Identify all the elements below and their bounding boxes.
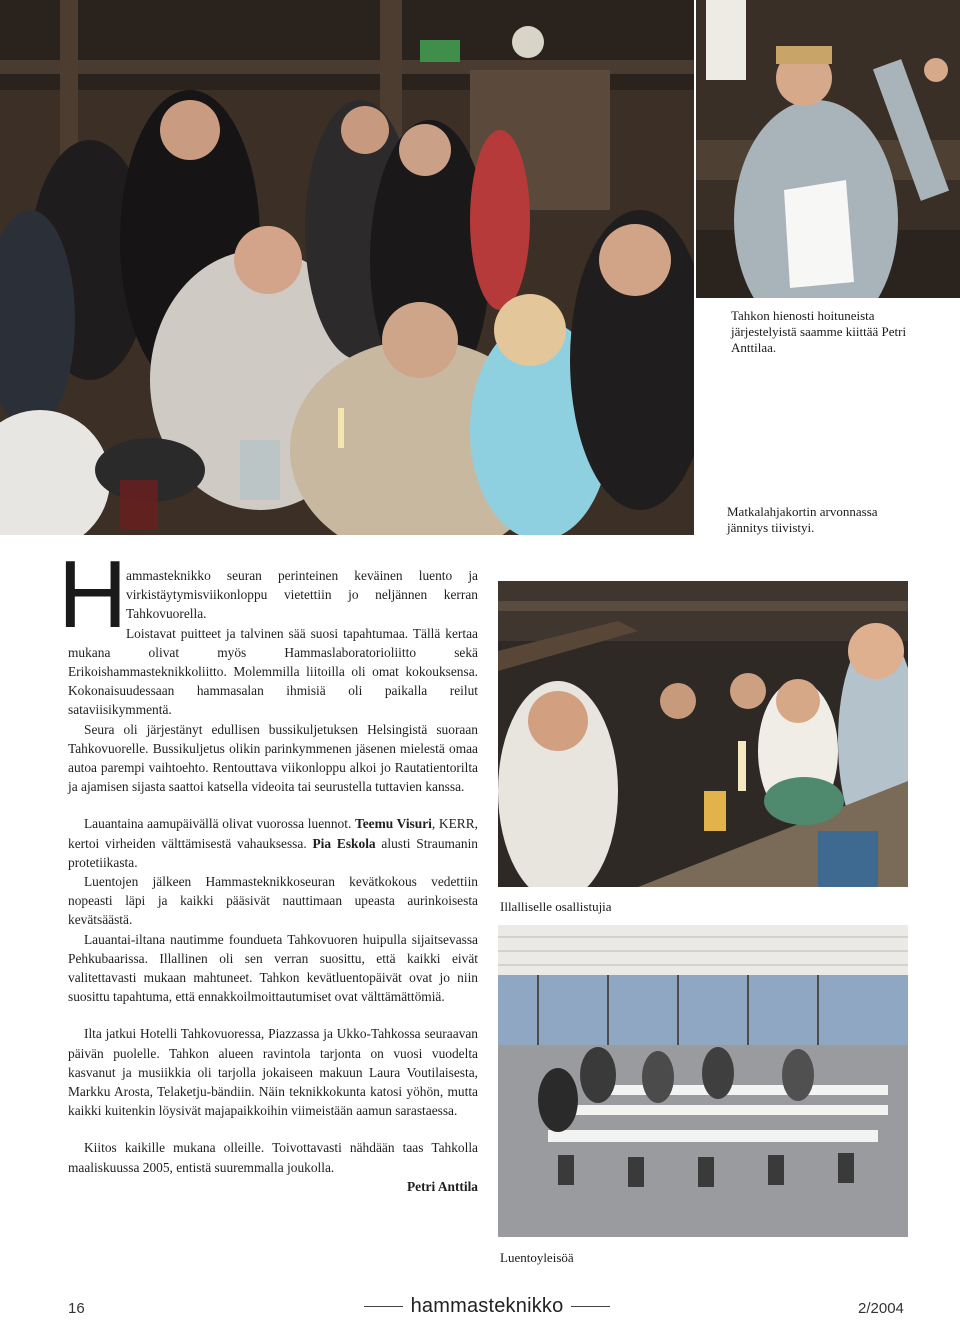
speaker-photo [696,0,960,298]
drop-cap: H [58,541,128,648]
speaker-photo-caption: Tahkon hienosti hoituneista järjestelyistä saamme kiittää Petri Anttilaa. [731,308,907,355]
article-intro: ammasteknikko seuran perinteinen keväinen luento ja virkistäytymisviikonloppu vietettiin jo neljännen kerran Tahkovuorella. [126,568,478,622]
brand-name: hammasteknikko [410,1294,564,1317]
speaker-name: Pia Eskola [312,835,376,851]
article-paragraph: Kiitos kaikille mukana olleille. Toivottavasti nähdään taas Tahkolla maaliskuussa 2005, entistä suuremmalla joukolla. [68,1140,478,1175]
lecture-photo-caption: Luentoyleisöä [500,1250,574,1265]
magazine-brand [356,1293,618,1319]
brand-rule-left [364,1306,403,1307]
article-paragraph: Seura oli järjestänyt edullisen bussikuljetuksen Helsingistä suoraan Tahkovuorelle. Bussikuljetus olikin parinkymmenen jäsenen mielestä omaa autoa parempi vaihtoehto. Rentouttava viikonloppu alkoi jo Rautatientorilta ja ajamisen sijasta saattoi katsella videoita tai seurustella tuttavien kanssa. [68,721,478,795]
article-paragraph: Loistavat puitteet ja talvinen sää suosi tapahtumaa. Tällä kertaa mukana olivat myös Hammaslaboratorioliitto sekä Erikoishammasteknikkoliitto. Molemmilla liitoilla oli omat kokouksensa. Kokonaisuudessaan hammasalan ihmisiä oli paikalla reilut sataviisikymmentä. [68,625,478,718]
article-body [68,566,478,1196]
article-author: Petri Anttila [406,1178,478,1194]
crowd-photo [0,0,694,535]
issue-number: 2/2004 [858,1300,904,1317]
article-paragraph: Luentojen jälkeen Hammasteknikkoseuran kevätkokous vedettiin nopeasti läpi ja kaikki pääsivät nauttimaan upeasta aurinkoisesta kevätsäästä. [68,874,478,928]
brand-rule-right [571,1306,610,1307]
dinner-photo-caption: Illalliselle osallistujia [500,899,612,914]
lecture-photo [498,925,908,1237]
article-paragraph: Lauantaina aamupäivällä olivat vuorossa luennot. Teemu Visuri, KERR, kertoi virheiden välttämisestä vahauksessa. Pia Eskola alusti Straumanin protetiikasta. [68,816,478,870]
article-paragraph: Lauantai-iltana nautimme foundueta Tahkovuoren huipulla sijaitsevassa Pehkubaarissa. Illallinen oli sen verran suosittu, että kaikki eivät valitettavasti mukaan mahtuneet. Tahkon kevätluentopäivät ovat jo niin suosittu tapahtuma, että ennakkoilmoittautumiset ovat välttämättömiä. [68,931,478,1005]
page-number: 16 [68,1300,85,1317]
speaker-name: Teemu Visuri [355,816,432,832]
dinner-photo [498,581,908,887]
article-paragraph: Ilta jatkui Hotelli Tahkovuoressa, Piazzassa ja Ukko-Tahkossa seuraavan päivän puolelle. Tahkon alueen ravintola tarjonta on vuosi vuodelta kasvanut ja musiikkia oli tarjolla jokaiseen makuun Laura Voutilaisesta, Markku Arosta, Telaketju-bändiin. Näin teknikkokunta katosi yöhön, mutta kaikki kuitenkin löysivät majapaikkoihin viimeistään aamun sarastaessa. [68,1026,478,1119]
crowd-photo-caption: Matkalahjakortin arvonnassa jännitys tiivistyi. [727,504,878,535]
